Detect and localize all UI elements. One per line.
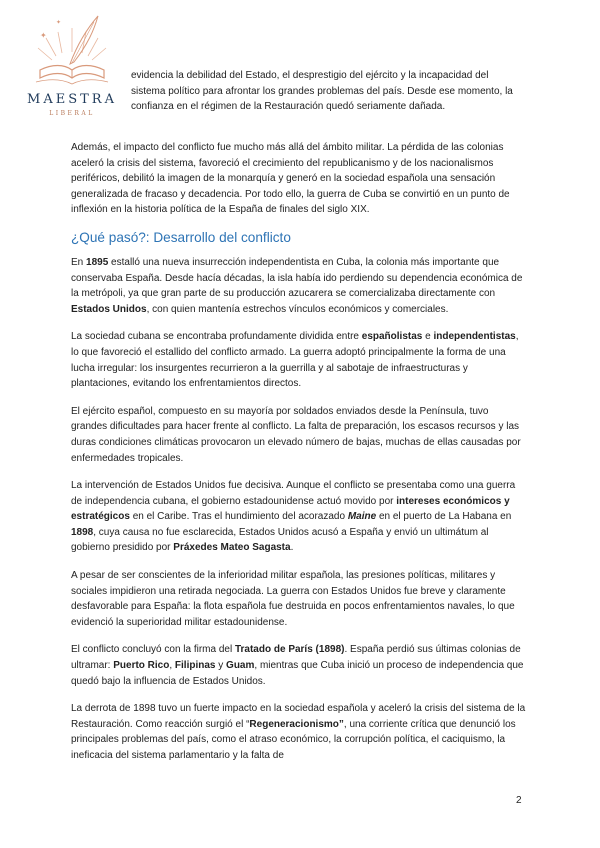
page-number: 2 — [516, 795, 522, 806]
maestra-liberal-logo — [22, 8, 122, 126]
logo-subtitle: LIBERAL — [49, 110, 95, 117]
paragraph-war: A pesar de ser conscientes de la inferioridad militar española, las presiones políticas, militares y sociales impidieron una retirada negociada. La guerra con Estados Unidos fue breve y claramente desfavorable para España: la flota española fue destruida en pocos enfrentamientos navales, lo que evidenció la superioridad militar estadounidense. — [71, 570, 515, 628]
quote-continuation: evidencia la debilidad del Estado, el desprestigio del ejército y la incapacidad del sistema político para afrontar los grandes problemas del país. Desde ese momento, la confianza en el régimen de la Restauración quedó seriamente dañada. — [131, 70, 513, 113]
document-body — [71, 140, 526, 776]
paragraph-1895: En 1895 estalló una nueva insurrección independentista en Cuba, la colonia más importante que conservaba España. Desde hacía décadas, la isla había ido perdiendo su dependencia económica de la metrópoli, ya que gran parte de su producción azucarera se comercializaba directamente con Estados Unidos, con quien mantenía estrechos vínculos económicos y comerciales. — [71, 256, 523, 315]
paragraph-society: La sociedad cubana se encontraba profundamente dividida entre españolistas e independentistas, lo que favoreció el estallido del conflicto armado. La guerra adoptó principalmente la forma de una lucha irregular: los insurgentes recurrieron a la guerrilla y al sabotaje de infraestructuras y plantaciones, evitando los enfrentamientos directos. — [71, 331, 519, 390]
svg-text:✦: ✦ — [56, 19, 62, 26]
paragraph-regeneracionismo: La derrota de 1898 tuvo un fuerte impacto en la sociedad española y aceleró la crisis del sistema de la Restauración. Como reacción surgió el “Regeneracionismo”, una corriente crítica que denunció los principales problemas del país, como el atraso económico, la corrupción política, el caciquismo, la ineficacia del sistema parlamentario y la falta de — [71, 703, 526, 761]
logo-wordmark: MAESTRA — [27, 92, 117, 107]
paragraph-treaty: El conflicto concluyó con la firma del Tratado de París (1898). España perdió sus últimas colonias de ultramar: Puerto Rico, Filipinas y Guam, mientras que Cuba inició un proceso de independencia que quedó bajo la influencia de Estados Unidos. — [71, 644, 524, 687]
paragraph-us-intervention: La intervención de Estados Unidos fue decisiva. Aunque el conflicto se presentaba como una guerra de independencia cubana, el gobierno estadounidense actuó movido por intereses económicos y estratégicos en el Caribe. Tras el hundimiento del acorazado Maine en el puerto de La Habana en 1898, cuya causa no fue esclarecida, Estados Unidos acusó a España y envió un ultimátum al gobierno presidido por Práxedes Mateo Sagasta. — [71, 480, 516, 554]
book-quill-icon — [32, 8, 112, 90]
section-heading: ¿Qué pasó?: Desarrollo del conflicto — [71, 229, 291, 245]
svg-text:✦: ✦ — [40, 31, 47, 40]
paragraph-army: El ejército español, compuesto en su mayoría por soldados enviados desde la Península, tuvo grandes dificultades para hacer frente al conflicto. La falta de preparación, los escasos recursos y las duras condiciones climáticas provocaron un elevado número de bajas, muchas de ellas causadas por enfermedades tropicales. — [71, 405, 521, 464]
paragraph-impact: Además, el impacto del conflicto fue mucho más allá del ámbito militar. La pérdida de las colonias aceleró la crisis del sistema, favoreció el crecimiento del republicanismo y de los nacionalismos periféricos, debilitó la imagen de la monarquía y generó en la sociedad española una sensación generalizada de fracaso y decadencia. Por todo ello, la guerra de Cuba se convirtió en un punto de inflexión en la historia política de la España de finales del siglo XIX. — [71, 142, 510, 216]
